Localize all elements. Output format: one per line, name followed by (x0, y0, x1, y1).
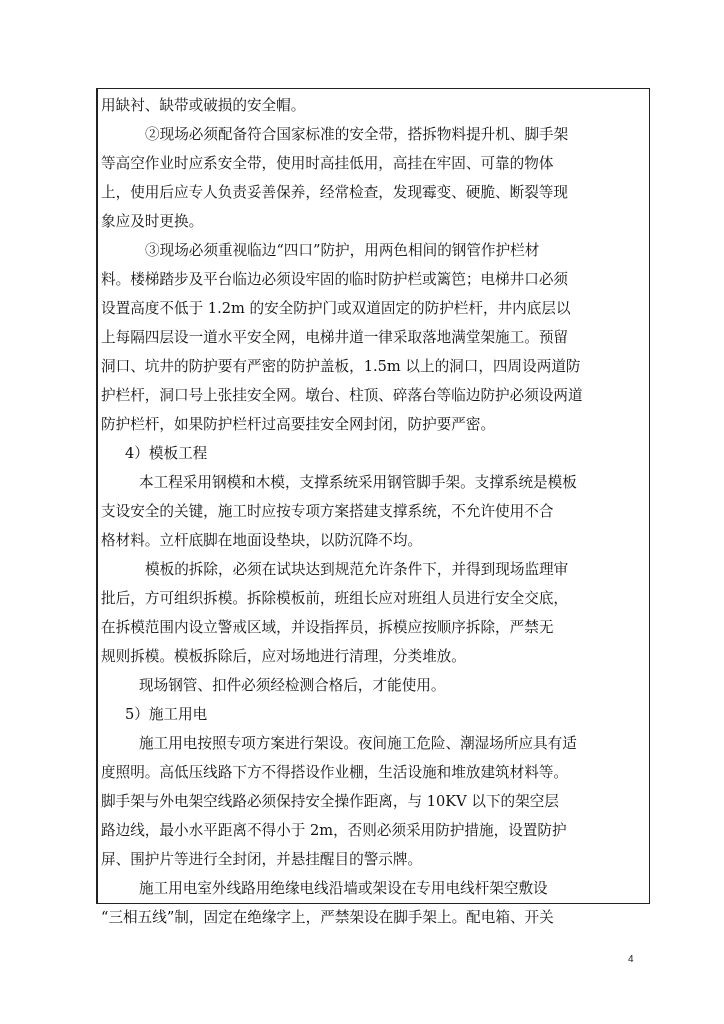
text-line: 等高空作业时应系安全带，使用时高挂低用，高挂在牢固、可靠的物体 (101, 155, 554, 172)
text-line: 脚手架与外电架空线路必须保持安全操作距离，与 10KV 以下的架空层 (101, 793, 559, 810)
left-border (97, 89, 98, 903)
text-line: 象应及时更换。 (101, 213, 204, 230)
document-body (101, 91, 647, 932)
text-line: 在拆模范围内设立警戒区域，并设指挥员，拆模应按顺序拆除，严禁无 (101, 619, 554, 636)
page-number: 4 (628, 954, 634, 965)
text-line: 规则拆模。模板拆除后，应对场地进行清理，分类堆放。 (101, 648, 466, 665)
text-line: 施工用电室外线路用绝缘电线沿墙或架设在专用电线杆架空敷设 (139, 880, 548, 897)
text-line: ②现场必须配备符合国家标准的安全带，搭拆物料提升机、脚手架 (145, 126, 569, 143)
section-heading-formwork: 4）模板工程 (125, 445, 208, 462)
section-heading-construction-power: 5）施工用电 (125, 706, 208, 723)
text-line: 施工用电按照专项方案进行架设。夜间施工危险、潮湿场所应具有适 (139, 735, 577, 752)
text-line: 本工程采用钢模和木模，支撑系统采用钢管脚手架。支撑系统是模板 (139, 474, 577, 491)
text-line: 现场钢管、扣件必须经检测合格后，才能使用。 (139, 677, 446, 694)
text-line: 批后，方可组织拆模。拆除模板前，班组长应对班组人员进行安全交底， (101, 590, 569, 607)
text-line: 用缺衬、缺带或破损的安全帽。 (101, 97, 306, 114)
text-line: 护栏杆，洞口号上张挂安全网。墩台、柱顶、碎落台等临边防护必须设两道 (101, 387, 583, 404)
text-line: 上，使用后应专人负责妥善保养，经常检查，发现霉变、硬脆、断裂等现 (101, 184, 569, 201)
text-line: 料。楼梯踏步及平台临边必须设牢固的临时防护栏或篱笆；电梯井口必须 (101, 271, 569, 288)
text-line: 路边线，最小水平距离不得小于 2m，否则必须采用防护措施，设置防护 (101, 822, 567, 839)
text-line: 支设安全的关键，施工时应按专项方案搭建支撑系统，不允许使用不合 (101, 503, 554, 520)
text-line: ③现场必须重视临边“四口”防护，用两色相间的钢管作护栏材 (145, 242, 540, 259)
text-line: 格材料。立杆底脚在地面设垫块，以防沉降不均。 (101, 532, 423, 549)
document-table-frame (96, 88, 650, 926)
text-line: 模板的拆除，必须在试块达到规范允许条件下，并得到现场监理审 (145, 561, 569, 578)
text-line: 屏、围护片等进行全封闭，并悬挂醒目的警示牌。 (101, 851, 423, 868)
text-line: “三相五线”制，固定在绝缘字上，严禁架设在脚手架上。配电箱、开关 (101, 909, 554, 926)
text-line: 防护栏杆，如果防护栏杆过高要挂安全网封闭，防护要严密。 (101, 416, 496, 433)
text-line: 洞口、坑井的防护要有严密的防护盖板，1.5m 以上的洞口，四周设两道防 (101, 358, 581, 375)
text-line: 上每隔四层设一道水平安全网，电梯井道一律采取落地满堂架施工。预留 (101, 329, 569, 346)
text-line: 设置高度不低于 1.2m 的安全防护门或双道固定的防护栏杆，井内底层以 (101, 300, 571, 317)
text-line: 度照明。高低压线路下方不得搭设作业棚，生活设施和堆放建筑材料等。 (101, 764, 569, 781)
